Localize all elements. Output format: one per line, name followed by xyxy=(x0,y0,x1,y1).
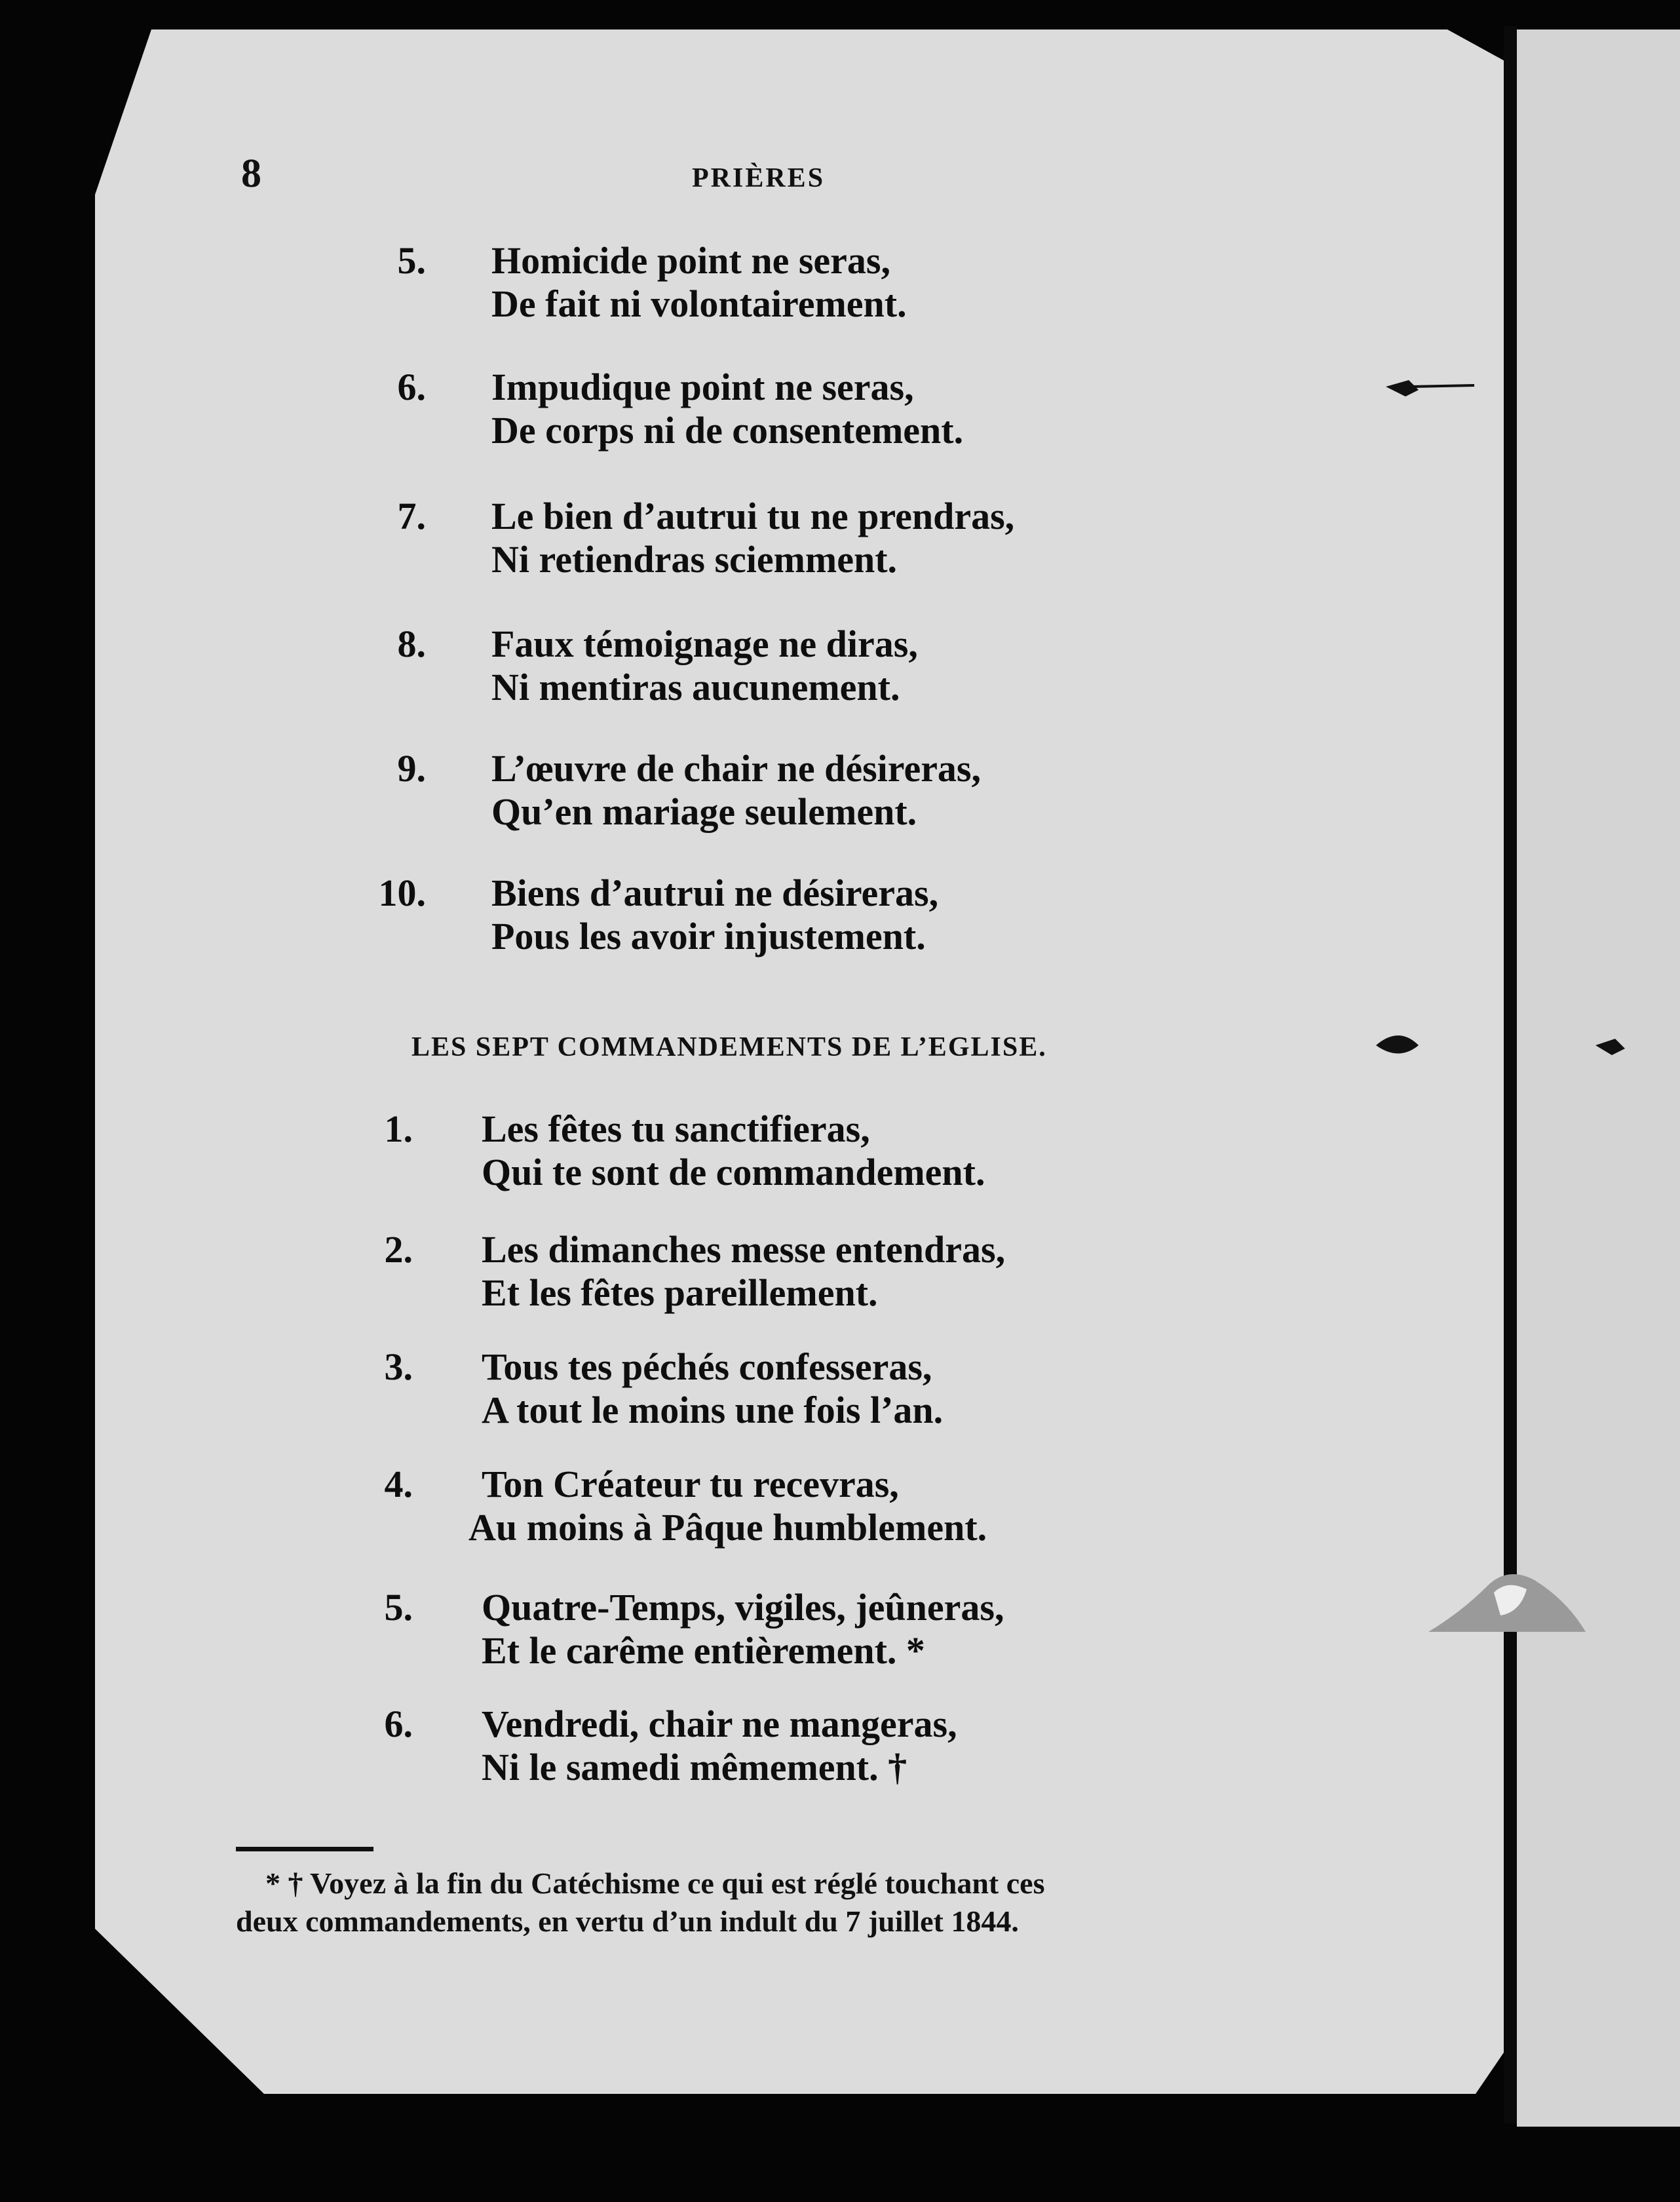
ink-blot-icon xyxy=(1373,1022,1451,1068)
commandment-number: 5. xyxy=(397,239,426,282)
commandment-line: Faux témoignage ne diras, xyxy=(491,623,918,665)
page-gutter xyxy=(1504,26,1517,2123)
commandment-line: De corps ni de consentement. xyxy=(491,409,964,452)
commandment-line: Tous tes péchés confesseras, xyxy=(482,1345,932,1388)
commandment-line: Et les fêtes pareillement. xyxy=(482,1271,878,1314)
commandment-line: Le bien d’autrui tu ne prendras, xyxy=(491,495,1015,537)
page-number: 8 xyxy=(241,151,261,196)
commandment-line: Impudique point ne seras, xyxy=(491,366,914,408)
commandment-number: 9. xyxy=(397,747,426,790)
commandment-line: Au moins à Pâque humblement. xyxy=(468,1506,987,1549)
commandment-line: Les fêtes tu sanctifieras, xyxy=(482,1108,870,1150)
footnote-line: * † Voyez à la fin du Catéchisme ce qui est réglé touchant ces xyxy=(265,1866,1045,1900)
commandment-number: 6. xyxy=(384,1703,413,1745)
commandment-line: A tout le moins une fois l’an. xyxy=(482,1389,944,1431)
commandment-line: De fait ni volontairement. xyxy=(491,282,907,325)
commandment-line: Biens d’autrui ne désireras, xyxy=(491,872,939,914)
commandment-line: Pous les avoir injustement. xyxy=(491,915,926,957)
commandment-number: 4. xyxy=(384,1463,413,1505)
commandment-line: Ni retiendras sciemment. xyxy=(491,538,898,581)
facing-page-edge xyxy=(1517,29,1680,2127)
footnote-line: deux commandements, en vertu d’un indult du 7 juillet 1844. xyxy=(236,1904,1019,1938)
commandment-line: L’œuvre de chair ne désireras, xyxy=(491,747,982,790)
commandment-line: Qui te sont de commandement. xyxy=(482,1151,985,1193)
commandment-line: Et le carême entièrement. * xyxy=(482,1629,925,1672)
commandment-number: 5. xyxy=(384,1586,413,1629)
commandment-number: 6. xyxy=(397,366,426,408)
footnote xyxy=(236,1864,1284,1941)
commandment-number: 10. xyxy=(378,872,426,914)
commandment-line: Quatre-Temps, vigiles, jeûneras, xyxy=(482,1586,1004,1629)
commandment-line: Ton Créateur tu recevras, xyxy=(482,1463,899,1505)
commandment-line: Homicide point ne seras, xyxy=(491,239,890,282)
commandment-line: Ni le samedi mêmement. † xyxy=(482,1746,907,1788)
page-damage-mark xyxy=(1422,1560,1592,1645)
commandment-number: 2. xyxy=(384,1228,413,1271)
commandment-line: Ni mentiras aucunement. xyxy=(491,666,900,708)
ink-blot-icon xyxy=(1592,1029,1645,1068)
commandment-number: 1. xyxy=(384,1108,413,1150)
commandment-number: 3. xyxy=(384,1345,413,1388)
footnote-rule xyxy=(236,1847,373,1851)
section-heading: LES SEPT COMMANDEMENTS DE L’EGLISE. xyxy=(411,1032,1047,1062)
ink-blot-icon xyxy=(1383,367,1481,406)
commandment-line: Qu’en mariage seulement. xyxy=(491,790,917,833)
commandment-line: Vendredi, chair ne mangeras, xyxy=(482,1703,957,1745)
commandment-number: 7. xyxy=(397,495,426,537)
running-head: PRIÈRES xyxy=(692,163,826,193)
commandment-line: Les dimanches messe entendras, xyxy=(482,1228,1006,1271)
commandment-number: 8. xyxy=(397,623,426,665)
